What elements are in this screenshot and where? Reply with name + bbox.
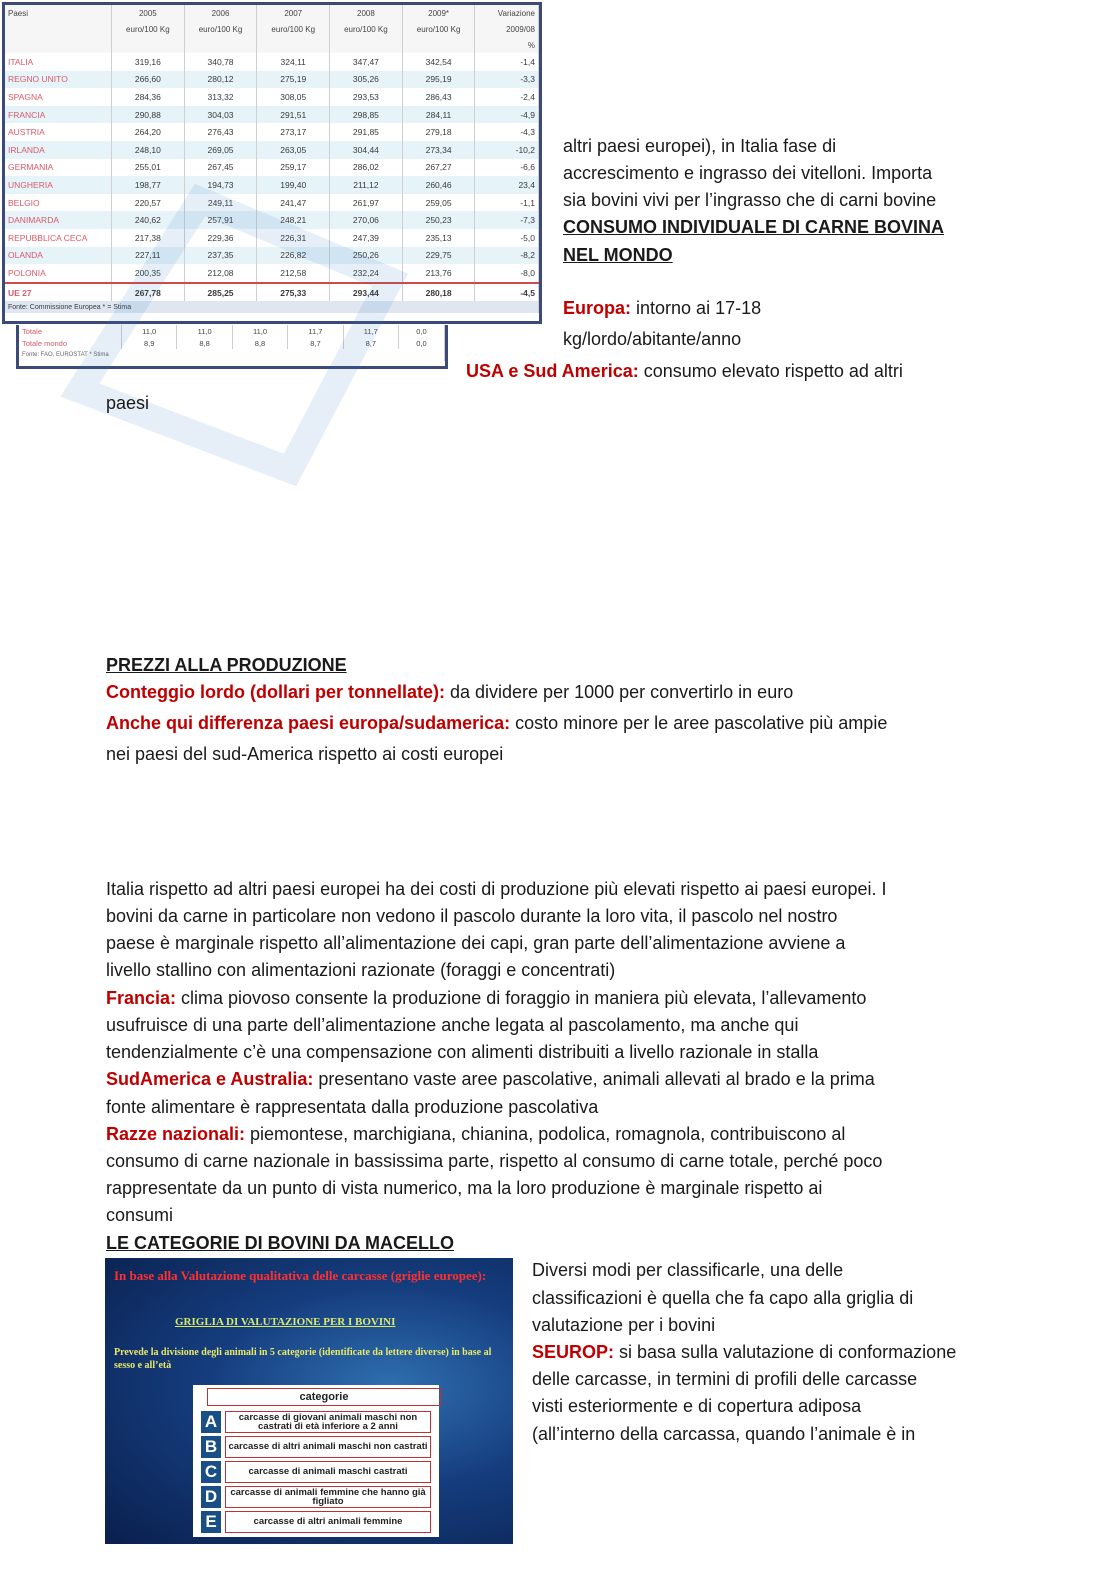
table-cell: -8,2 <box>475 247 539 265</box>
table-cell: UNGHERIA <box>5 176 112 194</box>
table-cell: 284,36 <box>112 88 185 106</box>
table-cell: euro/100 Kg <box>402 21 475 37</box>
table-row <box>5 264 539 283</box>
slide-description: Prevede la divisione degli animali in 5 categorie (identificate da lettere diverse) in base al sesso e all’età <box>114 1347 492 1371</box>
table-cell: 291,85 <box>330 123 403 141</box>
category-letter: A <box>201 1411 221 1433</box>
category-row <box>201 1511 433 1533</box>
text-line: tendenzialmente c’è una compensazione con alimenti distribuiti a livello razionale in stalla <box>106 1042 819 1062</box>
table-cell: 2006 <box>184 5 257 21</box>
table-cell: 229,75 <box>402 247 475 265</box>
table-cell: 11,7 <box>288 325 343 337</box>
table-cell: euro/100 Kg <box>330 21 403 37</box>
text-line: rappresentate da un punto di vista numerico, ma la loro produzione è marginale rispetto ai <box>106 1178 823 1198</box>
price-table <box>5 5 539 313</box>
table-cell: 286,43 <box>402 88 475 106</box>
usa-label: USA e Sud America: <box>466 361 639 381</box>
conteggio-text: da dividere per 1000 per convertirlo in euro <box>445 682 794 702</box>
table-cell: 248,21 <box>257 211 330 229</box>
table-cell: 194,73 <box>184 176 257 194</box>
table-cell: -2,4 <box>475 88 539 106</box>
table-cell: 213,76 <box>402 264 475 283</box>
table-cell: POLONIA <box>5 264 112 283</box>
table-cell: 304,44 <box>330 141 403 159</box>
table-cell: 279,18 <box>402 123 475 141</box>
table-cell: 232,24 <box>330 264 403 283</box>
table-cell: BELGIO <box>5 194 112 212</box>
table-cell: 304,03 <box>184 106 257 124</box>
section-heading: NEL MONDO <box>563 245 673 265</box>
table-source-row <box>5 301 539 313</box>
category-desc: carcasse di animali maschi castrati <box>225 1461 431 1483</box>
category-letter: C <box>201 1461 221 1483</box>
table-cell: 250,26 <box>330 247 403 265</box>
table-cell: -4,5 <box>475 283 539 302</box>
table-cell: 255,01 <box>112 159 185 177</box>
seurop-label: SEUROP: <box>532 1342 615 1362</box>
text-line: classificazioni è quella che fa capo alla griglia di <box>532 1288 914 1308</box>
table-cell: % <box>475 37 539 53</box>
table-cell: 235,13 <box>402 229 475 247</box>
table-cell: 264,20 <box>112 123 185 141</box>
table-cell: 293,44 <box>330 283 403 302</box>
table-cell: 229,36 <box>184 229 257 247</box>
category-desc: carcasse di altri animali maschi non castrati <box>225 1436 431 1458</box>
table-row <box>5 194 539 212</box>
text-line: usufruisce di una parte dell’alimentazione anche legata al pascolamento, ma anche qui <box>106 1015 799 1035</box>
table-cell: -1,4 <box>475 53 539 71</box>
table-cell: 11,7 <box>343 325 398 337</box>
seurop-slide-image <box>105 1258 513 1544</box>
table-cell: 226,82 <box>257 247 330 265</box>
table-row <box>19 337 445 349</box>
table-cell: 313,32 <box>184 88 257 106</box>
table-cell: GERMANIA <box>5 159 112 177</box>
table-cell: 0,0 <box>399 337 445 349</box>
table-cell: Variazione <box>475 5 539 21</box>
table-cell: 280,18 <box>402 283 475 302</box>
table-cell: 275,33 <box>257 283 330 302</box>
table-cell: euro/100 Kg <box>112 21 185 37</box>
table-cell: 259,05 <box>402 194 475 212</box>
table-source: Fonte: FAO, EUROSTAT * Stima <box>19 349 445 361</box>
category-letter: E <box>201 1511 221 1533</box>
anche-text: costo minore per le aree pascolative più ampie <box>510 713 888 733</box>
table-cell: AUSTRIA <box>5 123 112 141</box>
table-row <box>5 159 539 177</box>
text-line: Italia rispetto ad altri paesi europei ha dei costi di produzione più elevati rispetto ai paesi europei. I <box>106 879 887 899</box>
text-line: bovini da carne in particolare non vedono il pascolo durante la loro vita, il pascolo nel nostro <box>106 906 838 926</box>
table-cell: 308,05 <box>257 88 330 106</box>
usa-line <box>466 358 903 386</box>
section-heading: PREZZI ALLA PRODUZIONE <box>106 655 347 675</box>
table-cell: 291,51 <box>257 106 330 124</box>
table-row <box>5 211 539 229</box>
table-cell: 276,43 <box>184 123 257 141</box>
sudamerica-line <box>106 1066 875 1094</box>
table-cell: 263,05 <box>257 141 330 159</box>
table-cell: 211,12 <box>330 176 403 194</box>
category-desc: carcasse di giovani animali maschi non castrati di età inferiore a 2 anni <box>225 1411 431 1433</box>
europa-label: Europa: <box>563 298 632 318</box>
text-line: fonte alimentare è rappresentata dalla produzione pascolativa <box>106 1097 599 1117</box>
table-total-row <box>5 283 539 302</box>
table-cell: 8,8 <box>232 337 287 349</box>
table-cell: 11,0 <box>177 325 232 337</box>
table-cell: 295,19 <box>402 71 475 89</box>
table-cell: 220,57 <box>112 194 185 212</box>
table-cell: 2007 <box>257 5 330 21</box>
table-cell: 248,10 <box>112 141 185 159</box>
table-row <box>5 88 539 106</box>
table-cell: 324,11 <box>257 53 330 71</box>
section-heading: CONSUMO INDIVIDUALE DI CARNE BOVINA <box>563 217 945 237</box>
text-line: (all’interno della carcassa, quando l’animale è in <box>532 1424 916 1444</box>
table-cell: 342,54 <box>402 53 475 71</box>
table-cell: 8,8 <box>177 337 232 349</box>
table-cell: 241,47 <box>257 194 330 212</box>
table-cell: ITALIA <box>5 53 112 71</box>
europa-text: intorno ai 17-18 <box>631 298 762 318</box>
table-cell: 200,35 <box>112 264 185 283</box>
table-cell: 247,39 <box>330 229 403 247</box>
table-cell: 285,25 <box>184 283 257 302</box>
table-cell: IRLANDA <box>5 141 112 159</box>
francia-text: clima piovoso consente la produzione di foraggio in maniera più elevata, l’allevamento <box>176 988 867 1008</box>
table-cell: DANIMARDA <box>5 211 112 229</box>
table-cell: 8,9 <box>122 337 177 349</box>
table-cell: Totale <box>19 325 122 337</box>
text-line: Diversi modi per classificarle, una delle <box>532 1260 844 1280</box>
table-cell: 2005 <box>112 5 185 21</box>
slide-grid-title: GRIGLIA DI VALUTAZIONE PER I BOVINI <box>175 1316 396 1328</box>
table-cell: 280,12 <box>184 71 257 89</box>
table-cell: 273,34 <box>402 141 475 159</box>
table-cell: 23,4 <box>475 176 539 194</box>
table-row <box>5 53 539 71</box>
table-cell: -1,1 <box>475 194 539 212</box>
table-cell: 290,88 <box>112 106 185 124</box>
table-cell: 11,0 <box>122 325 177 337</box>
table-cell: 212,08 <box>184 264 257 283</box>
seurop-line <box>532 1339 956 1367</box>
text-line: consumi <box>106 1205 174 1225</box>
section-heading: LE CATEGORIE DI BOVINI DA MACELLO <box>106 1233 455 1253</box>
table-cell: UE 27 <box>5 283 112 302</box>
table-cell: 0,0 <box>399 325 445 337</box>
razze-line <box>106 1121 845 1149</box>
conteggio-label: Conteggio lordo (dollari per tonnellate): <box>106 682 445 702</box>
table-cell: Paesi <box>5 5 112 21</box>
conteggio-line <box>106 679 793 707</box>
razze-text: piemontese, marchigiana, chianina, podolica, romagnola, contribuiscono al <box>245 1124 846 1144</box>
table-cell: 267,45 <box>184 159 257 177</box>
francia-line <box>106 985 866 1013</box>
table-cell: euro/100 Kg <box>257 21 330 37</box>
consumption-table <box>19 325 445 361</box>
table-cell: 257,91 <box>184 211 257 229</box>
table-cell <box>402 37 475 53</box>
anche-label: Anche qui differenza paesi europa/sudamerica: <box>106 713 511 733</box>
table-cell: -7,3 <box>475 211 539 229</box>
table-cell: 212,58 <box>257 264 330 283</box>
table-percent-row <box>5 37 539 53</box>
category-letter: D <box>201 1486 221 1508</box>
table-cell: OLANDA <box>5 247 112 265</box>
table-cell: -6,6 <box>475 159 539 177</box>
table-cell: 347,47 <box>330 53 403 71</box>
table-cell: -10,2 <box>475 141 539 159</box>
table-row <box>5 106 539 124</box>
table-cell: 286,02 <box>330 159 403 177</box>
table-cell: 2009/08 <box>475 21 539 37</box>
category-desc: carcasse di altri animali femmine <box>225 1511 431 1533</box>
table-cell: REGNO UNITO <box>5 71 112 89</box>
table-source: Fonte: Commissione Europea * = Stima <box>5 301 539 313</box>
table-cell: 305,26 <box>330 71 403 89</box>
table-cell: 340,78 <box>184 53 257 71</box>
table-cell: REPUBBLICA CECA <box>5 229 112 247</box>
table-row <box>5 71 539 89</box>
europa-line <box>563 295 761 323</box>
table-row <box>19 325 445 337</box>
table-cell: -5,0 <box>475 229 539 247</box>
table-cell: 11,0 <box>232 325 287 337</box>
table-cell: 250,23 <box>402 211 475 229</box>
table-cell: 284,11 <box>402 106 475 124</box>
category-row <box>201 1411 433 1433</box>
consumption-table-image <box>16 325 448 369</box>
table-cell: 240,62 <box>112 211 185 229</box>
category-row <box>201 1436 433 1458</box>
table-row <box>5 176 539 194</box>
table-row <box>5 141 539 159</box>
table-cell: 273,17 <box>257 123 330 141</box>
table-cell: 249,11 <box>184 194 257 212</box>
table-cell: 217,38 <box>112 229 185 247</box>
table-source-row <box>19 349 445 361</box>
sudamerica-text: presentano vaste aree pascolative, animali allevati al brado e la prima <box>313 1069 875 1089</box>
francia-label: Francia: <box>106 988 177 1008</box>
table-cell <box>184 37 257 53</box>
table-cell: 270,06 <box>330 211 403 229</box>
table-row <box>5 247 539 265</box>
table-cell: -8,0 <box>475 264 539 283</box>
table-cell: 259,17 <box>257 159 330 177</box>
table-cell: 275,19 <box>257 71 330 89</box>
price-table-image <box>2 2 542 324</box>
table-cell <box>330 37 403 53</box>
seurop-text: si basa sulla valutazione di conformazione <box>614 1342 957 1362</box>
text-line: delle carcasse, in termini di profili delle carcasse <box>532 1369 918 1389</box>
text-line: nei paesi del sud-America rispetto ai costi europei <box>106 744 504 764</box>
table-cell: Totale mondo <box>19 337 122 349</box>
text-line: valutazione per i bovini <box>532 1315 716 1335</box>
table-cell <box>5 37 112 53</box>
category-header: categorie <box>207 1388 441 1406</box>
table-cell: 260,46 <box>402 176 475 194</box>
table-row <box>5 123 539 141</box>
text-line: livello stallino con alimentazioni razionate (foraggi e concentrati) <box>106 960 616 980</box>
category-row <box>201 1486 433 1508</box>
table-cell: 2009* <box>402 5 475 21</box>
table-units-row <box>5 21 539 37</box>
table-cell: euro/100 Kg <box>184 21 257 37</box>
text-line: paesi <box>106 393 150 413</box>
text-line: accrescimento e ingrasso dei vitelloni. Importa <box>563 163 933 183</box>
table-cell: SPAGNA <box>5 88 112 106</box>
table-cell: 266,60 <box>112 71 185 89</box>
text-line: sia bovini vivi per l’ingrasso che di carni bovine <box>563 190 937 210</box>
table-cell: 267,78 <box>112 283 185 302</box>
text-line: visti esteriormente e di copertura adiposa <box>532 1396 862 1416</box>
table-cell: 293,53 <box>330 88 403 106</box>
table-cell: 227,11 <box>112 247 185 265</box>
table-cell: 298,85 <box>330 106 403 124</box>
text-line: kg/lordo/abitante/anno <box>563 329 742 349</box>
table-cell: 2008 <box>330 5 403 21</box>
table-cell: 261,97 <box>330 194 403 212</box>
table-cell: 237,35 <box>184 247 257 265</box>
table-cell: FRANCIA <box>5 106 112 124</box>
text-line: paese è marginale rispetto all’alimentazione dei capi, gran parte dell’alimentazione avviene a <box>106 933 846 953</box>
table-row <box>5 229 539 247</box>
table-cell: 319,16 <box>112 53 185 71</box>
razze-label: Razze nazionali: <box>106 1124 246 1144</box>
text-line: altri paesi europei), in Italia fase di <box>563 136 837 156</box>
table-cell <box>5 21 112 37</box>
slide-title: In base alla Valutazione qualitativa delle carcasse (griglie europee): <box>114 1268 487 1283</box>
table-cell: 267,27 <box>402 159 475 177</box>
category-row <box>201 1461 433 1483</box>
table-header-row <box>5 5 539 21</box>
table-cell: 199,40 <box>257 176 330 194</box>
table-cell <box>112 37 185 53</box>
table-cell: 8,7 <box>288 337 343 349</box>
sudamerica-label: SudAmerica e Australia: <box>106 1069 314 1089</box>
category-desc: carcasse di animali femmine che hanno già figliato <box>225 1486 431 1508</box>
table-cell: 226,31 <box>257 229 330 247</box>
text-line: consumo di carne nazionale in bassissima parte, rispetto al consumo di carne totale, perché poco <box>106 1151 883 1171</box>
table-cell: -4,9 <box>475 106 539 124</box>
table-cell: 269,05 <box>184 141 257 159</box>
table-cell <box>257 37 330 53</box>
table-cell: 8,7 <box>343 337 398 349</box>
usa-text: consumo elevato rispetto ad altri <box>638 361 903 381</box>
table-cell: -3,3 <box>475 71 539 89</box>
anche-line <box>106 710 887 738</box>
table-cell: 198,77 <box>112 176 185 194</box>
category-letter: B <box>201 1436 221 1458</box>
table-cell: -4,3 <box>475 123 539 141</box>
